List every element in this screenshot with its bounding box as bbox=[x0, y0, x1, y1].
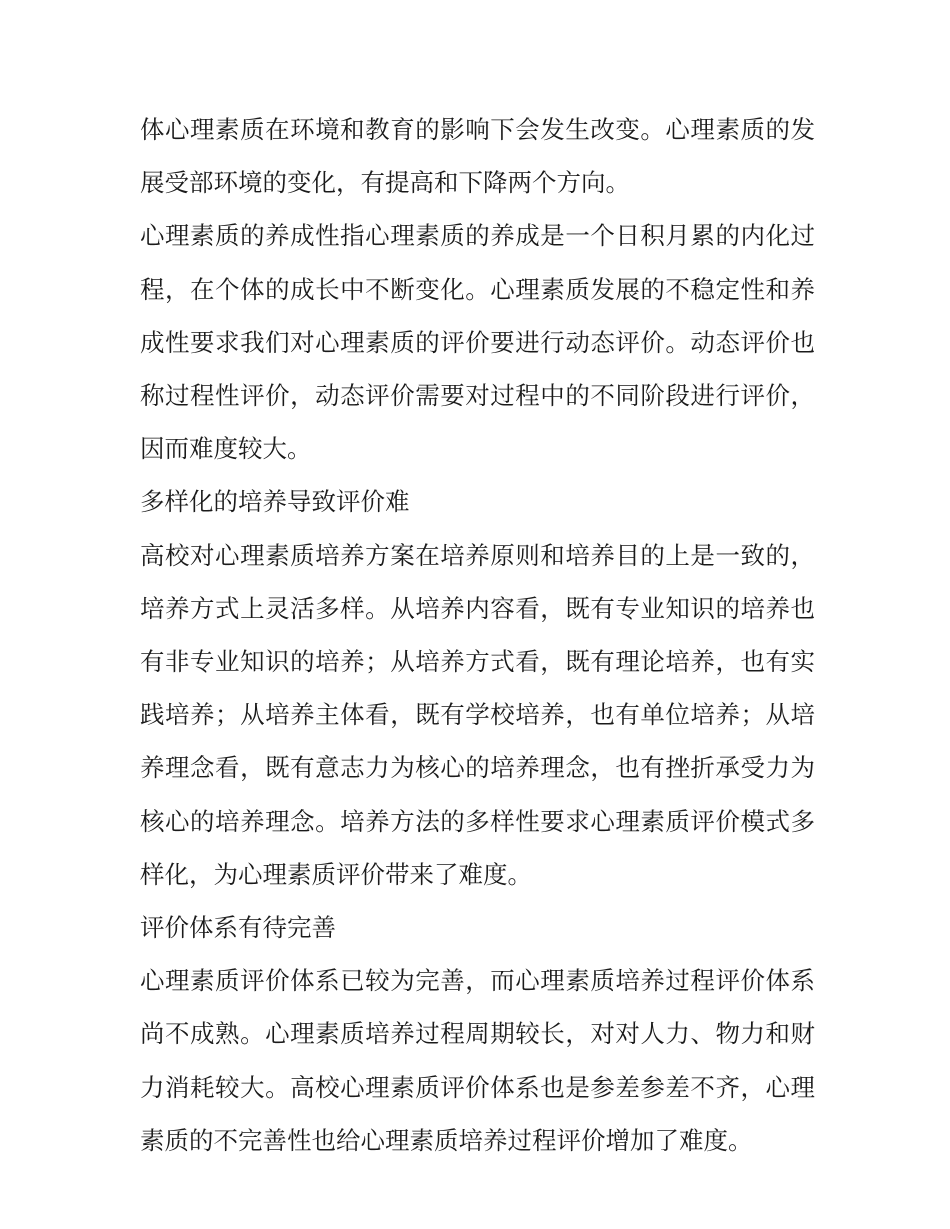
paragraph-evaluation-system: 心理素质评价体系已较为完善，而心理素质培养过程评价体系尚不成熟。心理素质培养过程周期较长，对对人力、物力和财力消耗较大。高校心理素质评价体系也是参差参差不齐，心理素质的不完善性也给心理素质培养过程评价增加了难度。 bbox=[140, 966, 815, 1155]
section-heading-diversified-training: 多样化的培养导致评价难 bbox=[140, 487, 410, 517]
paragraph-diversified-training: 高校对心理素质培养方案在培养原则和培养目的上是一致的，培养方式上灵活多样。从培养内容看，既有专业知识的培养也有非专业知识的培养；从培养方式看，既有理论培养，也有实践培养；从培养主体看，既有学校培养，也有单位培养；从培养理念看，既有意志力为核心的培养理念，也有挫折承受力为核心的培养理念。培养方法的多样性要求心理素质评价模式多样化，为心理素质评价带来了难度。 bbox=[140, 540, 815, 889]
paragraph-psych-quality-change: 体心理素质在环境和教育的影响下会发生改变。心理素质的发展受部环境的变化，有提高和下降两个方向。 bbox=[140, 115, 815, 198]
section-heading-evaluation-system: 评价体系有待完善 bbox=[140, 913, 336, 943]
document-body bbox=[140, 103, 815, 1167]
paragraph-cultivation-nature: 心理素质的养成性指心理素质的养成是一个日积月累的内化过程，在个体的成长中不断变化。心理素质发展的不稳定性和养成性要求我们对心理素质的评价要进行动态评价。动态评价也称过程性评价，动态评价需要对过程中的不同阶段进行评价，因而难度较大。 bbox=[140, 221, 815, 464]
